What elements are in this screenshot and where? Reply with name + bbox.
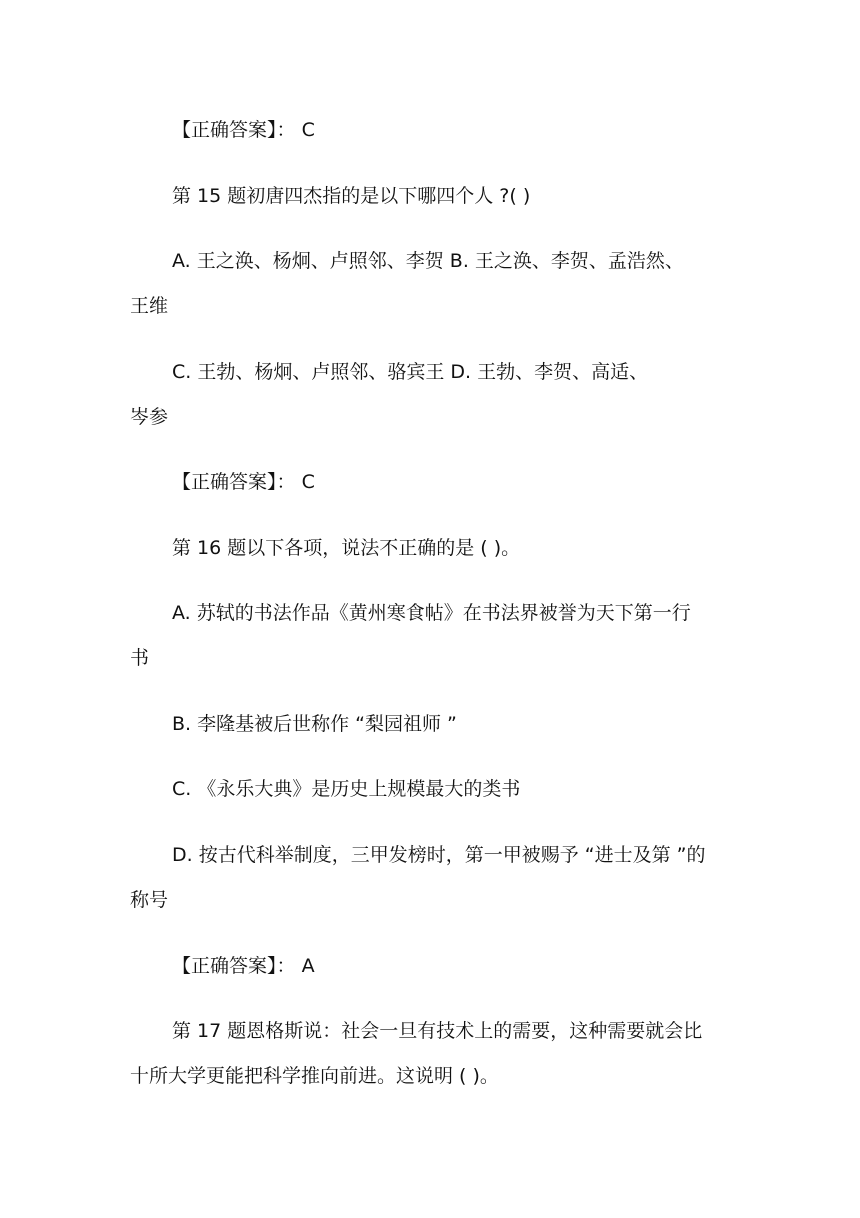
q15-options-cd-wrap: 岑参 xyxy=(130,406,169,428)
answer-value: C xyxy=(301,119,315,141)
q15-options-ab-wrap: 王维 xyxy=(130,295,169,317)
answer-line xyxy=(172,118,315,142)
answer-label: 【正确答案】： xyxy=(172,471,296,493)
q16-option-b: B. 李隆基被后世称作 “梨园祖师 ” xyxy=(172,713,457,735)
q16-answer-line xyxy=(172,954,315,978)
q16-option-d-wrap: 称号 xyxy=(130,889,169,911)
answer-label: 【正确答案】： xyxy=(172,955,296,977)
q16-option-a-wrap: 书 xyxy=(130,647,150,669)
q16-option-a: A. 苏轼的书法作品《黄州寒食帖》在书法界被誉为天下第一行 xyxy=(172,602,691,624)
q15-options-ab: A. 王之涣、杨炯、卢照邻、李贺 B. 王之涣、李贺、孟浩然、 xyxy=(172,250,684,272)
question-17: 第 17 题恩格斯说：社会一旦有技术上的需要，这种需要就会比 xyxy=(172,1020,703,1042)
q15-options-cd: C. 王勃、杨炯、卢照邻、骆宾王 D. 王勃、李贺、高适、 xyxy=(172,361,649,383)
answer-value: A xyxy=(301,955,315,977)
question-15: 第 15 题初唐四杰指的是以下哪四个人 ?( ) xyxy=(172,185,531,207)
q16-option-d: D. 按古代科举制度，三甲发榜时，第一甲被赐予 “进士及第 ”的 xyxy=(172,844,706,866)
q15-answer-line xyxy=(172,470,315,494)
answer-value: C xyxy=(301,471,315,493)
question-17-wrap: 十所大学更能把科学推向前进。这说明 ( )。 xyxy=(130,1065,499,1087)
question-16: 第 16 题以下各项，说法不正确的是 ( )。 xyxy=(172,537,521,559)
answer-label: 【正确答案】： xyxy=(172,119,296,141)
q16-option-c: C. 《永乐大典》是历史上规模最大的类书 xyxy=(172,778,521,800)
